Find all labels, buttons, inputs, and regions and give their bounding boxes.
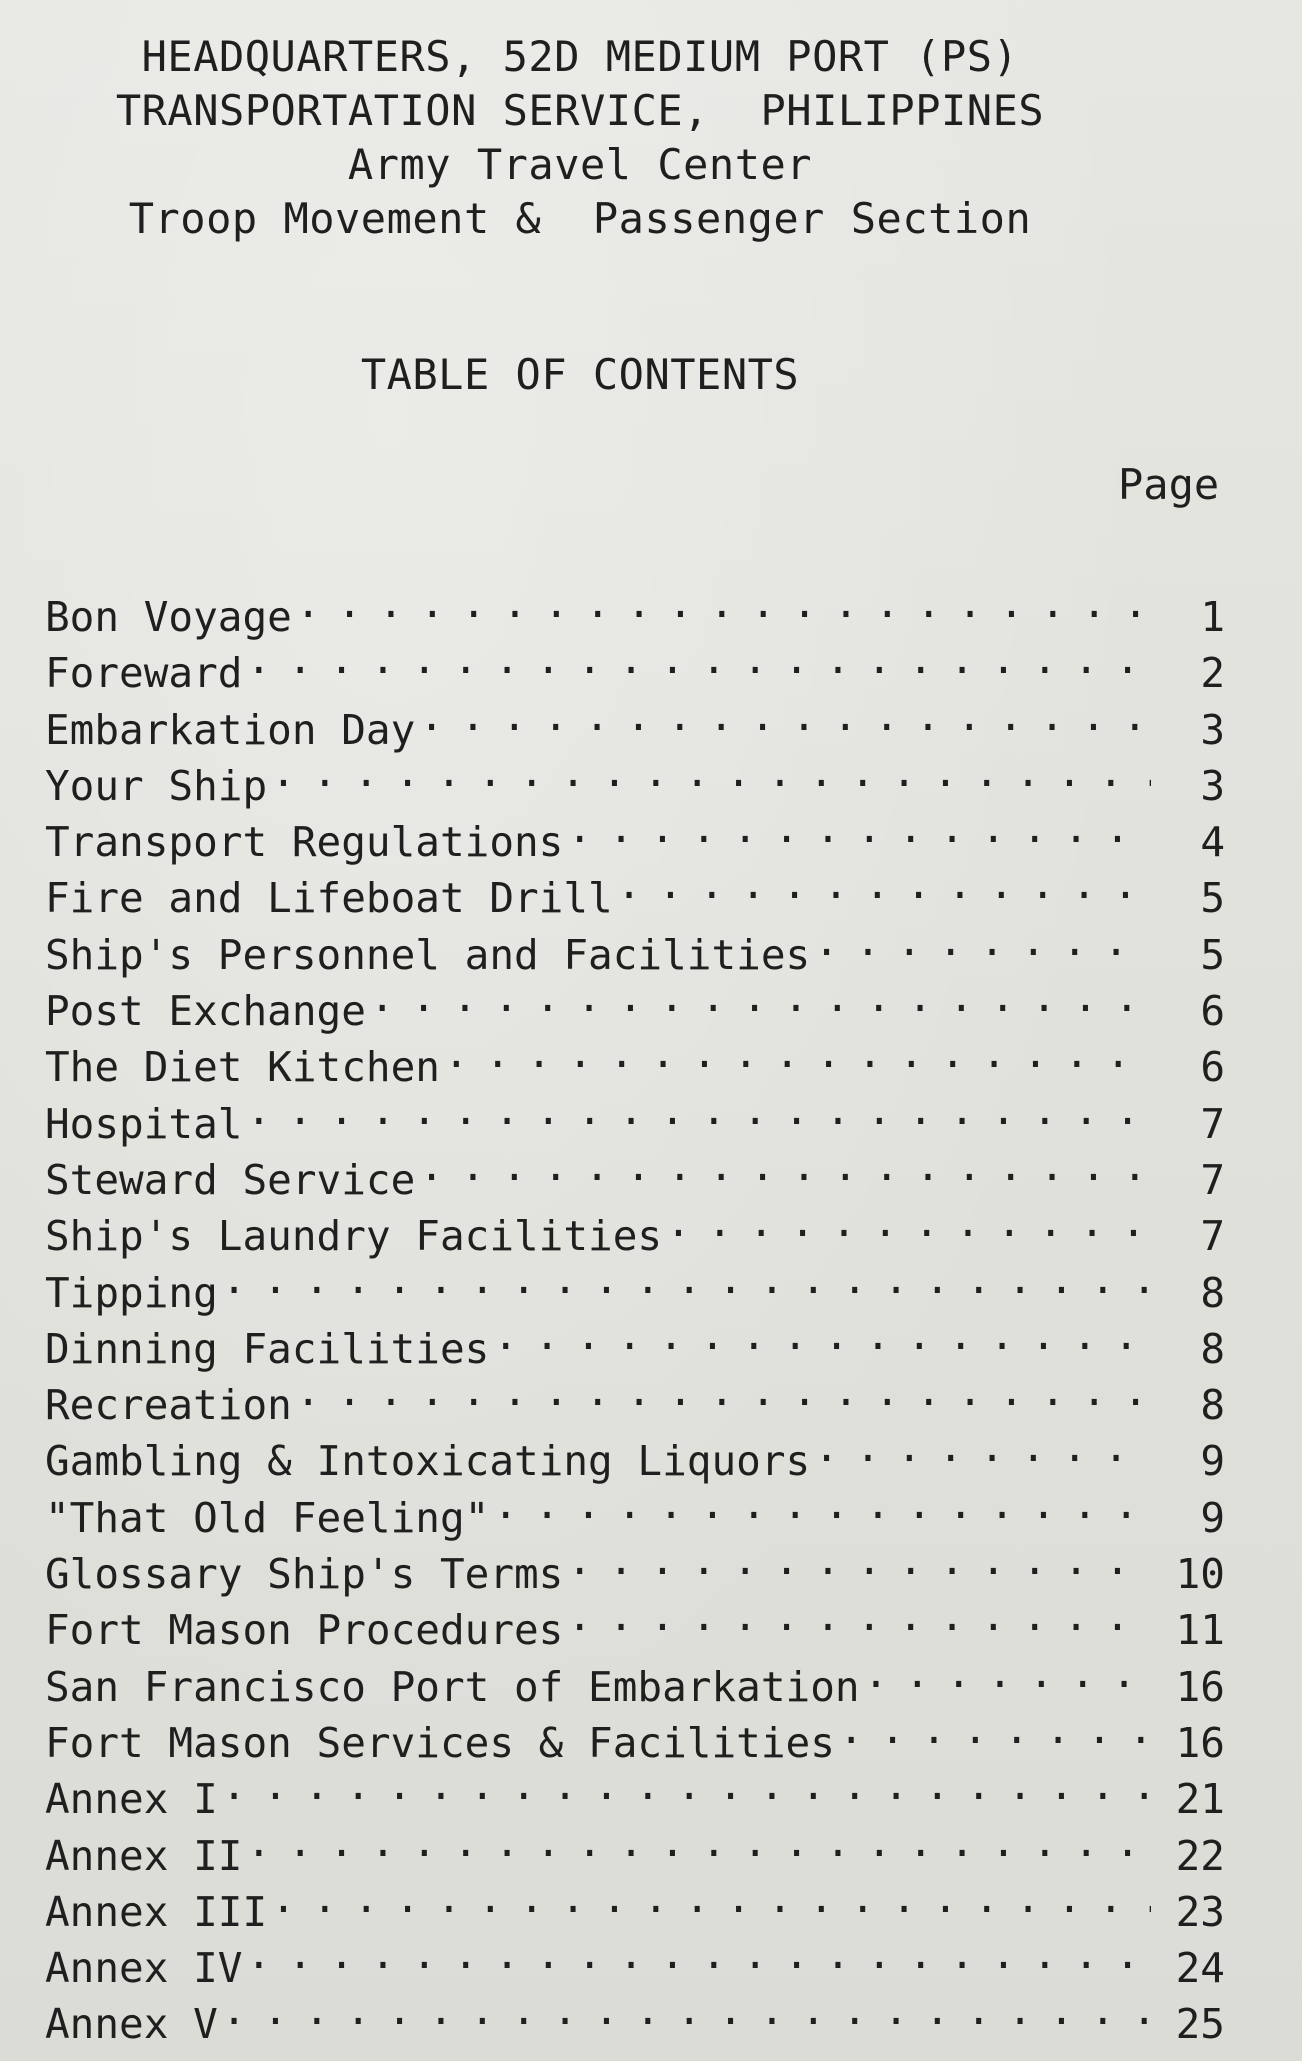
toc-dot-leader [222,1251,1151,1307]
toc-entry-page-number: 2 [1200,649,1225,698]
document-header [0,30,1160,246]
page-column-heading: Page [1118,460,1220,509]
toc-dot-leader [567,1588,1151,1644]
toc-entry-label: Foreward [45,649,243,698]
toc-entry [45,1814,1225,1880]
toc-dot-leader [296,575,1151,631]
toc-entry-label: Bon Voyage [45,593,292,641]
toc-entry-page-number: 8 [1200,1381,1225,1430]
toc-entry-page-number: 22 [1175,1831,1225,1880]
toc-dot-leader [246,631,1151,687]
header-line-2: TRANSPORTATION SERVICE, PHILIPPINES [115,86,1045,135]
toc-title: TABLE OF CONTENTS [360,350,800,399]
toc-entry-page-number: 5 [1200,930,1225,979]
toc-entry-page-number: 25 [1175,2000,1225,2049]
toc-entry-label: Embarkation Day [45,705,416,754]
toc-entry-label: Annex V [45,2000,218,2049]
header-line-4: Troop Movement & Passenger Section [128,194,1032,243]
toc-entry-page-number: 7 [1200,1099,1225,1148]
toc-entry-label: Recreation [45,1381,292,1430]
toc-dot-leader [246,1926,1151,1982]
toc-entry-label: Annex II [45,1831,243,1880]
toc-dot-leader [271,1870,1151,1926]
toc-dot-leader [567,800,1151,856]
toc-entry-label: "That Old Feeling" [45,1493,490,1542]
toc-dot-leader [370,969,1151,1025]
toc-entry-label: Steward Service [45,1155,416,1204]
toc-entry-page-number: 6 [1200,1043,1225,1092]
toc-entry-page-number: 3 [1200,705,1225,754]
toc-entry-page-number: 24 [1175,1944,1225,1993]
toc-entry-page-number: 7 [1200,1212,1225,1261]
toc-entry [45,1982,1225,2049]
toc-dot-leader [296,1363,1151,1419]
toc-entry-label: Glossary Ship's Terms [45,1550,564,1599]
toc-entry-page-number: 3 [1200,761,1225,810]
toc-entry-label: Fort Mason Services & Facilities [45,1718,835,1767]
toc-entry-label: Annex IV [45,1944,243,1993]
toc-entry-label: Annex III [45,1887,268,1936]
toc-entry-page-number: 1 [1200,593,1225,641]
toc-dot-leader [666,1194,1151,1250]
toc-entry-page-number: 16 [1175,1718,1225,1767]
toc-dot-leader [222,1757,1151,1813]
toc-entry-label: Transport Regulations [45,818,564,867]
toc-dot-leader [222,1982,1151,2038]
toc-entry-label: San Francisco Port of Embarkation [45,1662,860,1711]
toc-entry-page-number: 7 [1200,1155,1225,1204]
toc-dot-leader [864,1645,1151,1701]
toc-dot-leader [419,688,1151,744]
toc-entry-page-number: 9 [1200,1437,1225,1486]
toc-entry-label: Post Exchange [45,987,366,1036]
toc-list [45,575,1225,2049]
toc-entry-label: Fort Mason Procedures [45,1606,564,1655]
toc-entry-label: Fire and Lifeboat Drill [45,874,613,923]
toc-entry-page-number: 21 [1175,1775,1225,1824]
toc-entry [45,1307,1225,1373]
toc-entry-label: Tipping [45,1268,218,1317]
toc-dot-leader [839,1701,1151,1757]
toc-entry-page-number: 11 [1175,1606,1225,1655]
toc-entry-page-number: 16 [1175,1662,1225,1711]
toc-dot-leader [246,1082,1151,1138]
toc-entry-page-number: 8 [1200,1324,1225,1373]
toc-entry-page-number: 4 [1200,818,1225,867]
toc-dot-leader [271,744,1151,800]
toc-dot-leader [493,1476,1151,1532]
toc-dot-leader [617,856,1151,912]
toc-entry-label: Ship's Laundry Facilities [45,1212,663,1261]
toc-dot-leader [419,1138,1151,1194]
toc-entry-page-number: 23 [1175,1887,1225,1936]
header-line-3: Army Travel Center [347,140,813,189]
toc-dot-leader [814,913,1151,969]
toc-entry [45,1757,1225,1824]
toc-entry-label: Dinning Facilities [45,1324,490,1373]
toc-entry-label: Annex I [45,1775,218,1824]
toc-entry-label: The Diet Kitchen [45,1043,440,1092]
toc-entry-page-number: 5 [1200,874,1225,923]
toc-entry-label: Your Ship [45,761,268,810]
toc-dot-leader [567,1532,1151,1588]
toc-dot-leader [246,1814,1151,1870]
toc-entry-label: Hospital [45,1099,243,1148]
toc-entry [45,1251,1225,1317]
toc-entry-page-number: 9 [1200,1493,1225,1542]
toc-entry-page-number: 8 [1200,1268,1225,1317]
header-line-1: HEADQUARTERS, 52D MEDIUM PORT (PS) [141,32,1019,81]
toc-dot-leader [444,1025,1151,1081]
toc-entry-page-number: 6 [1200,987,1225,1036]
toc-entry [45,575,1225,641]
toc-entry-label: Gambling & Intoxicating Liquors [45,1437,811,1486]
toc-dot-leader [814,1419,1151,1475]
toc-entry-page-number: 10 [1175,1550,1225,1599]
toc-dot-leader [493,1307,1151,1363]
toc-entry-label: Ship's Personnel and Facilities [45,930,811,979]
